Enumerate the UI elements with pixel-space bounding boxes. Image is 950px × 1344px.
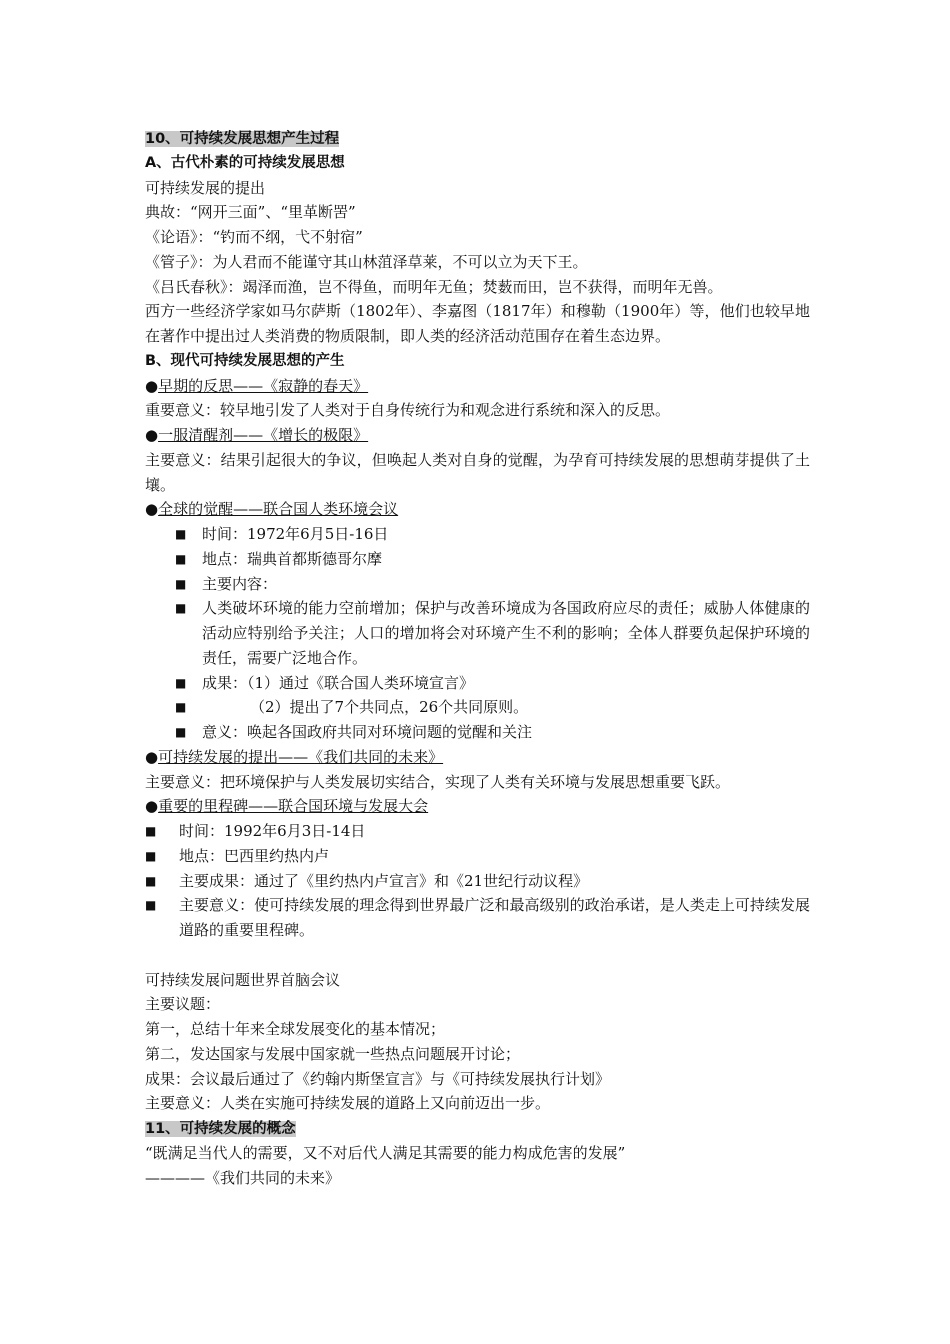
point-title: ● 全球的觉醒——联合国人类环境会议 (145, 497, 810, 522)
section-10-heading: 10、可持续发展思想产生过程 (145, 131, 340, 147)
western-economists-paragraph: 西方一些经济学家如马尔萨斯（1802年）、李嘉图（1817年）和穆勒（1900年）等，他们也较早地在著作中提出过人类消费的物质限制，即人类的经济活动范围存在着生态边界。 (145, 302, 810, 345)
section-b-heading: B、现代可持续发展思想的产生 (145, 352, 345, 369)
square-bullet-icon: ■ (145, 848, 157, 863)
quote-source: ————《我们共同的未来》 (145, 1168, 341, 1187)
document-body (145, 126, 810, 1190)
bullet-icon: ● (145, 376, 159, 395)
text-line: 《管子》：为人君而不能谨守其山林菹泽草莱，不可以立为天下王。 (145, 252, 588, 271)
point-title: ● 一服清醒剂——《增长的极限》 (145, 423, 810, 448)
text-line: 主要议题： (145, 995, 221, 1014)
list-item: ■ 时间：1972年6月5日-16日 (145, 522, 810, 547)
list-item: ■ 地点：巴西里约热内卢 (145, 844, 810, 869)
square-bullet-icon: ■ (175, 725, 187, 739)
list-item: ■ 人类破坏环境的能力空前增加；保护与改善环境成为各国政府应尽的责任；威胁人体健康的活动应特别给予关注；人口的增加将会对环境产生不利的影响；全体人群要负起保护环境的责任，需要广泛地合作。 (145, 596, 810, 670)
square-bullet-icon: ■ (145, 824, 157, 838)
definition-quote: “既满足当代人的需要，又不对后代人满足其需要的能力构成危害的发展” (145, 1143, 626, 1162)
point-title: ● 早期的反思——《寂静的春天》 (145, 374, 810, 399)
square-bullet-icon: ■ (145, 873, 157, 888)
point-text: 重要意义：较早地引发了人类对于自身传统行为和观念进行系统和深入的反思。 (145, 401, 671, 420)
bullet-icon: ● (145, 500, 159, 519)
square-bullet-icon: ■ (175, 675, 187, 690)
section-11-heading: 11、可持续发展的概念 (145, 1121, 296, 1137)
square-bullet-icon: ■ (175, 527, 187, 541)
text-line: 可持续发展的提出 (145, 178, 266, 197)
list-item: ■ 地点：瑞典首都斯德哥尔摩 (145, 547, 810, 572)
list-item: ■ 时间：1992年6月3日-14日 (145, 819, 810, 844)
text-line: 《吕氏春秋》：竭泽而渔，岂不得鱼，而明年无鱼；焚薮而田，岂不获得，而明年无兽。 (145, 277, 723, 296)
square-bullet-icon: ■ (175, 700, 187, 715)
section-a-heading: A、古代朴素的可持续发展思想 (145, 154, 345, 171)
list-item: ■ 意义：唤起各国政府共同对环境问题的觉醒和关注 (145, 720, 810, 745)
point-text: 主要意义：把环境保护与人类发展切实结合，实现了人类有关环境与发展思想重要飞跃。 (145, 772, 731, 791)
point-title: ● 可持续发展的提出——《我们共同的未来》 (145, 745, 810, 770)
square-bullet-icon: ■ (145, 898, 157, 913)
text-line: 成果：会议最后通过了《约翰内斯堡宣言》与《可持续发展执行计划》 (145, 1069, 611, 1088)
blank-line (145, 943, 810, 968)
list-item: ■ 成果：（1）通过《联合国人类环境宣言》 (145, 671, 810, 696)
bullet-icon: ● (145, 426, 159, 444)
list-item: ■ （2）提出了7个共同点，26个共同原则。 (145, 695, 810, 720)
list-item: ■ 主要意义：使可持续发展的理念得到世界最广泛和最高级别的政治承诺，是人类走上可持续发展道路的重要里程碑。 (145, 893, 810, 943)
list-item: ■ 主要内容： (145, 572, 810, 597)
text-line: 第一，总结十年来全球发展变化的基本情况； (145, 1020, 446, 1038)
bullet-icon: ● (145, 747, 159, 766)
square-bullet-icon: ■ (175, 551, 187, 566)
point-text: 主要意义：结果引起很大的争议，但唤起人类对自身的觉醒，为孕育可持续发展的思想萌芽提供了土壤。 (145, 450, 810, 494)
text-line: 主要意义：人类在实施可持续发展的道路上又向前迈出一步。 (145, 1094, 551, 1113)
square-bullet-icon: ■ (175, 601, 187, 616)
text-line: 典故：“网开三面”、“里革断罟” (145, 203, 356, 222)
text-line: 第二，发达国家与发展中国家就一些热点问题展开讨论； (145, 1044, 521, 1063)
bullet-icon: ● (145, 797, 159, 816)
square-bullet-icon: ■ (175, 576, 187, 591)
text-line: 可持续发展问题世界首脑会议 (145, 970, 341, 989)
text-line: 《论语》：“钓而不纲，弋不射宿” (145, 228, 363, 246)
point-title: ● 重要的里程碑——联合国环境与发展大会 (145, 794, 810, 819)
list-item: ■ 主要成果：通过了《里约热内卢宣言》和《21世纪行动议程》 (145, 869, 810, 894)
